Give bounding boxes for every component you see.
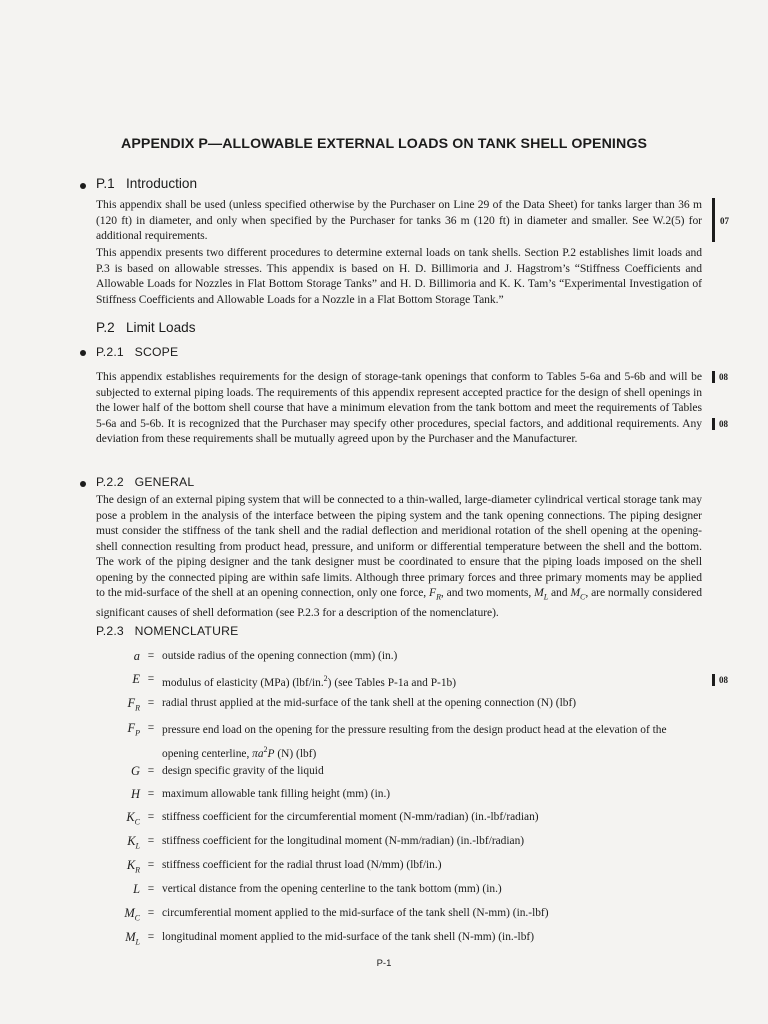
- definition: stiffness coefficient for the longitudinal moment (N-mm/radian) (in.-lbf/radian): [162, 835, 525, 847]
- bullet-icon: [80, 350, 86, 356]
- section-title: GENERAL: [134, 475, 195, 489]
- paragraph-p22: The design of an external piping system that will be connected to a thin-walled, large-diameter cylindrical vertical storage tank may pose a problem in the analysis of the interface between the piping system and the tank opening connections. The piping designer must consider the stiffness of the tank shell and the radial deflection and meridional rotation of the shell opening at the opening-shell connection resulting from product head, pressure, and uniform or differential temperature between the shell and the bottom. The work of the piping designer and the tank designer must be coordinated to ensure that the piping loads imposed on the shell opening by the connected piping are within safe limits. Although three primary forces and three primary moments may be applied to the mid-surface of the shell at an opening connection, only one force, $F_R$, and two moments, $M_L$ and $M_C$, are normally considered significant causes of shell deformation (see P.2.3 for a description of the nomenclature).: [96, 493, 702, 619]
- bullet-icon: [80, 183, 86, 189]
- document-page: APPENDIX P—ALLOWABLE EXTERNAL LOADS ON TANK SHELL OPENINGS P.1 Introduction This appendix shall be used (unless specified otherwise by the Purchaser on Line 29 of the Data Sheet) for tanks larger than 36 m (120 ft) in diameter, and only when specified by the Purchaser for tanks 36 m (120 ft) in diameter and smaller. See W.2(5) for additional requirements. This appendix presents two different procedures to determine external loads on tank shells. Section P.2 establishes limit loads and P.3 is based on allowable stresses. This appendix is based on H. D. Billimoria and J. Hagstrom’s “Stiffness Coefficients and Allowable Loads for Nozzles in Flat Bottom Storage Tanks” and H. D. Billimoria and K. K. Tam’s “Experimental Investigation of Stiffness Coefficients and Allowable Loads for a Nozzle in a Flat Bottom Storage Tank.” 07 P.2 Limit Loads P.2.1 SCOPE This appendix establishes requirements for the design of storage-tank openings that conform to Tables 5-6a and 5-6b and will be subjected to external piping loads. The requirements of this appendix represent accepted practice for the design of shell openings in the lower half of the bottom shell course that have a minimum elevation from the tank bottom and meet the requirements of Tables 5-6a and 5-6b. It is recognized that the Purchaser may specify other procedures, special factors, and additional requirements. Any deviation from these requirements shall be mutually agreed upon by the Purchaser and the Manufacturer. 08 08 P.2.2 GENERAL The design of an external piping system that will be connected to a thin-walled, large-diameter cylindrical vertical storage tank may pose a problem in the analysis of the interface between the piping system and the tank opening connections. The piping designer must consider the stiffness of the tank shell and the radial deflection and meridional rotation of the shell opening at the opening-shell connection resulting from product head, pressure, and uniform or differential temperature between the shell and the bottom. The work of the piping designer and the tank designer must be coordinated to ensure that the piping loads imposed on the shell opening by the connected piping are within safe limits. Although three primary forces and three primary moments may be applied to the mid-surface of the shell at an opening connection, only one force, $F_R$, and two moments, $M_L$ and $M_C$, are normally considered significant causes of shell deformation (see P.2.3 for a description of the nomenclature). P.2.3 NOMENCLATURE a = outside radius of the opening connection (mm) (in.) E = modulus of elasticity (MPa) (lbf/in.$^2$) (see Tables P-1a and P-1b) 08 $F_R$ = radial thrust applied at the mid-surface of the tank shell at the opening connection (N) (lbf) $F_P$ = pressure end load on the opening for the pressure resulting from the design product head at the elevation of the opening centerline, $\pi a^2P$ (N) (lbf) G = design specific gravity of the liquid H = maximum allowable tank filling height (mm) (in.) $K_C$ = stiffness coefficient for the circumferential moment (N-mm/radian) (in.-lbf/radian) $K_L$ = stiffness coefficient for the longitudinal moment (N-mm/radian) (in.-lbf/radian) $K_R$ = stiffness coefficient for the radial thrust load (N/mm) (lbf/in.) L = vertical distance from the opening centerline to the tank bottom (mm) (in.) $M_C$ = circumferential moment applied to the mid-surface of the tank shell (N-mm) (in.-lbf) $M_L$ = longitudinal moment applied to the mid-surface of the tank shell (N-mm) (in.-lbf) P-1: [0, 0, 768, 1024]
- revision-bar: [712, 674, 715, 686]
- symbol: $K_L$: [127, 834, 140, 851]
- section-number: P.1: [96, 176, 115, 191]
- definition: maximum allowable tank filling height (mm) (in.): [162, 788, 391, 800]
- symbol: $K_C$: [126, 810, 140, 827]
- definition: vertical distance from the opening centerline to the tank bottom (mm) (in.): [162, 883, 502, 895]
- revision-bar: [712, 371, 715, 383]
- paragraph-p21: This appendix establishes requirements for the design of storage-tank openings that conform to Tables 5-6a and 5-6b and will be subjected to external piping loads. The requirements of this appendix represent accepted practice for the design of shell openings in the lower half of the bottom shell course that have a minimum elevation from the tank bottom and meet the requirements of Tables 5-6a and 5-6b. It is recognized that the Purchaser may specify other procedures, special factors, and additional requirements. Any deviation from these requirements shall be mutually agreed upon by the Purchaser and the Manufacturer.: [96, 370, 702, 445]
- section-heading-p1: [96, 176, 197, 191]
- symbol: $M_C$: [124, 906, 140, 923]
- symbol: a: [133, 649, 140, 663]
- paragraph-p1-2: This appendix presents two different procedures to determine external loads on tank shells. Section P.2 establishes limit loads and P.3 is based on allowable stresses. This appendix is based on H. D. Billimoria and J. Hagstrom’s “Stiffness Coefficients and Allowable Loads for Nozzles in Flat Bottom Storage Tanks” and H. D. Billimoria and K. K. Tam’s “Experimental Investigation of Stiffness Coefficients and Allowable Loads for a Nozzle in a Flat Bottom Storage Tank.”: [96, 246, 702, 306]
- definition: radial thrust applied at the mid-surface of the tank shell at the opening connection (N) (lbf): [162, 697, 577, 709]
- section-heading-p2: [96, 320, 196, 335]
- section-heading-p22: [96, 475, 194, 489]
- symbol: $F_R$: [127, 696, 140, 713]
- symbol: $F_P$: [127, 721, 140, 738]
- revision-mark: 07: [720, 216, 729, 226]
- symbol: $M_L$: [125, 930, 140, 947]
- section-number: P.2.1: [96, 345, 124, 359]
- section-title: SCOPE: [134, 345, 179, 359]
- page-title: APPENDIX P—ALLOWABLE EXTERNAL LOADS ON TANK SHELL OPENINGS: [120, 136, 648, 152]
- definition: stiffness coefficient for the circumferential moment (N-mm/radian) (in.-lbf/radian): [162, 811, 539, 823]
- revision-bar: [712, 418, 715, 430]
- section-title: Limit Loads: [126, 320, 196, 335]
- revision-mark: 08: [719, 675, 728, 685]
- definition: stiffness coefficient for the radial thrust load (N/mm) (lbf/in.): [162, 859, 442, 871]
- bullet-icon: [80, 481, 86, 487]
- definition: design specific gravity of the liquid: [162, 765, 324, 777]
- revision-bar: [712, 198, 715, 242]
- section-title: NOMENCLATURE: [134, 624, 239, 638]
- section-heading-p21: [96, 345, 178, 359]
- nomenclature-row: $F_P$ = pressure end load on the opening for the pressure resulting from the design product head at the elevation of the opening centerline, $\pi a^2P$ (N) (lbf): [96, 720, 716, 756]
- revision-mark: 08: [719, 372, 728, 382]
- section-heading-p23: [96, 624, 238, 638]
- revision-mark: 08: [719, 419, 728, 429]
- symbol: G: [131, 764, 140, 778]
- definition: circumferential moment applied to the mid-surface of the tank shell (N-mm) (in.-lbf): [162, 907, 549, 919]
- symbol: $K_R$: [126, 858, 140, 875]
- definition: pressure end load on the opening for the pressure resulting from the design product head at the elevation of the opening centerline, $\pi a^2P$ (N) (lbf): [162, 724, 667, 760]
- symbol: H: [131, 787, 140, 801]
- symbol: E: [132, 672, 140, 686]
- section-title: Introduction: [126, 176, 198, 191]
- definition: longitudinal moment applied to the mid-surface of the tank shell (N-mm) (in.-lbf): [162, 931, 534, 943]
- definition: modulus of elasticity (MPa) (lbf/in.$^2$) (see Tables P-1a and P-1b): [162, 674, 457, 689]
- section-number: P.2.2: [96, 475, 124, 489]
- page-number: P-1: [376, 958, 392, 969]
- section-number: P.2.3: [96, 624, 124, 638]
- paragraph-p1-1: This appendix shall be used (unless specified otherwise by the Purchaser on Line 29 of the Data Sheet) for tanks larger than 36 m (120 ft) in diameter, and only when specified by the Purchaser for tanks 36 m (120 ft) in diameter and smaller. See W.2(5) for additional requirements.: [96, 198, 702, 242]
- section-number: P.2: [96, 320, 115, 335]
- symbol: L: [133, 882, 140, 896]
- definition: outside radius of the opening connection (mm) (in.): [162, 650, 398, 662]
